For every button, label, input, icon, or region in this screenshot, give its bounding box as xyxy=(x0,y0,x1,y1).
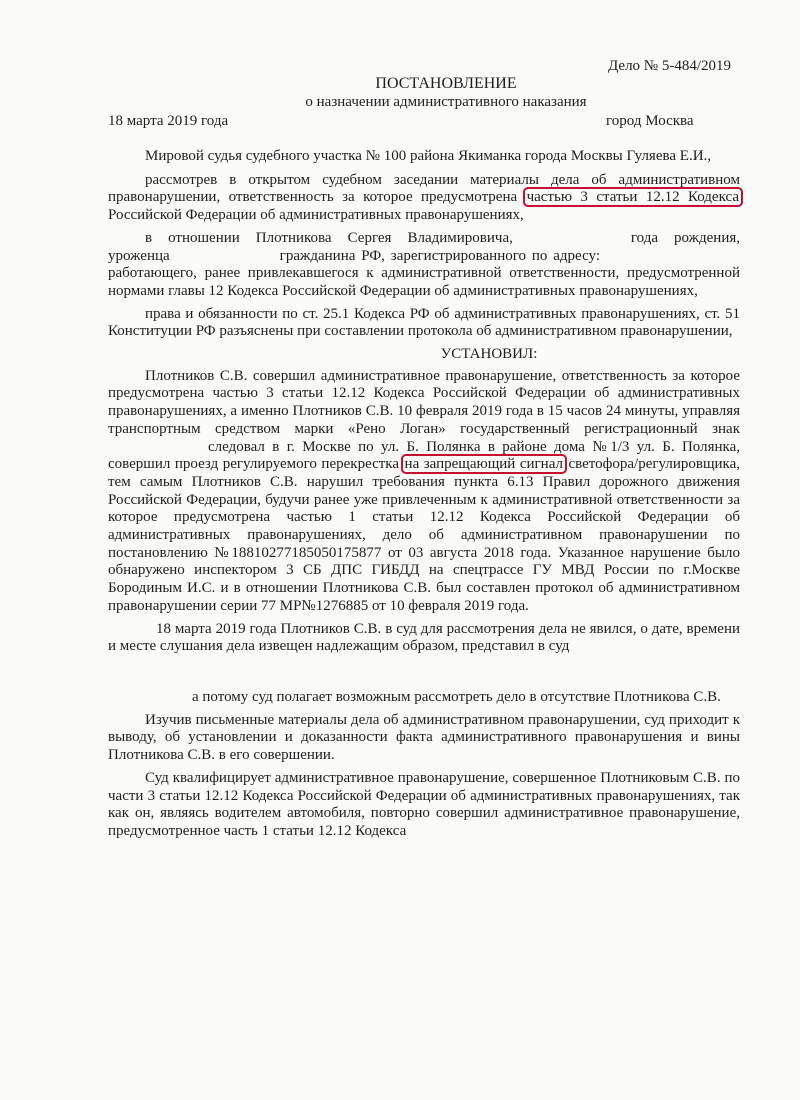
document-city: город Москва xyxy=(606,113,694,129)
offense-text-part3: светофора/регулировщика, тем самым Плотников С.В. нарушил требования пункта 6.13 Правил дорожного движения Российской Федерации, будучи ранее уже привлеченным к административной ответственности за которое предусмотрена частью 1 статьи 12.12 Кодекса Российской Федерации об административных правонарушениях, дело об административном правонарушении по постановлению №18810277185050175877 от 03 августа 2018 года. Указанное нарушение было обнаружено инспектором 3 СБ ДПС ГИБДД на спецтрассе ГУ МВД России по г.Москве Бородиным И.С. и в отношении Плотникова С.В. был составлен протокол об административном правонарушении серии 77 МР№1276885 от 10 февраля 2019 года. xyxy=(108,456,741,614)
defendant-birth: года рождения, уроженца xyxy=(108,229,740,264)
defendant-employment: работающего, ранее привлекавшегося к административной ответственности, предусмотренной нормами главы 12 Кодекса Российской Федерации об административных правонарушениях, xyxy=(108,265,740,299)
defendant-name: в отношении Плотникова Сергея Владимировича, xyxy=(145,229,513,246)
highlight-article-reference: частью 3 статьи 12.12 Кодекса xyxy=(523,187,743,207)
paragraph-considering-text-end: Российской Федерации об административных правонарушениях, xyxy=(108,207,524,224)
highlight-prohibiting-signal: на запрещающий сигнал xyxy=(401,454,567,474)
paragraph-considering-text: рассмотрев в открытом судебном заседании материалы дела об административном правонарушении, ответственность за которое предусмотрена xyxy=(108,171,740,206)
paragraph-absence: а потому суд полагает возможным рассмотреть дело в отсутствие Плотникова С.В. xyxy=(192,688,721,705)
paragraph-hearing: 18 марта 2019 года Плотников С.В. в суд для рассмотрения дела не явился, о дате, времени и месте слушания дела извещен надлежащим образом, представил в суд xyxy=(108,620,740,655)
offense-text-part1: Плотников С.В. совершил административное правонарушение, ответственность за которое предусмотрена частью 3 статьи 12.12 Кодекса Российской Федерации об административных правонарушениях, а именно Плотников С.В. 10 февраля 2019 года в 15 часов 24 минуты, управляя транспортным средством марки «Рено Логан» государственный регистрационный знак xyxy=(108,367,740,437)
document-body xyxy=(108,148,740,846)
paragraph-defendant xyxy=(108,230,740,301)
paragraph-offense xyxy=(108,368,740,616)
defendant-citizenship: гражданина РФ, зарегистрированного по адресу: xyxy=(279,247,600,264)
document-subtitle: о назначении административного наказания xyxy=(305,94,587,110)
paragraph-qualification: Суд квалифицирует административное правонарушение, совершенное Плотниковым С.В. по части 3 статьи 12.12 Кодекса Российской Федерации об административных правонарушениях, так как он, являясь водителем автомобиля, повторно совершил административное правонарушение, предусмотренное часть 1 статьи 12.12 Кодекса xyxy=(108,769,740,839)
document-title: ПОСТАНОВЛЕНИЕ xyxy=(375,75,517,92)
document-date: 18 марта 2019 года xyxy=(108,113,229,129)
paragraph-judge: Мировой судья судебного участка № 100 района Якиманка города Москвы Гуляева Е.И., xyxy=(145,148,712,164)
redacted-space xyxy=(108,661,740,689)
paragraph-conclusion: Изучив письменные материалы дела об административном правонарушении, суд приходит к выводу, об установлении и доказанности факта административного правонарушения и вины Плотникова С.В. в его совершении. xyxy=(108,711,740,764)
case-number: Дело № 5-484/2019 xyxy=(608,58,732,74)
section-heading-established: УСТАНОВИЛ: xyxy=(440,346,538,363)
paragraph-considering xyxy=(108,172,740,225)
paragraph-rights: права и обязанности по ст. 25.1 Кодекса РФ об административных правонарушениях, ст. 51 Конституции РФ разъяснены при составлении протокола об административном правонарушении, xyxy=(108,305,740,340)
offense-text-part2: следовал в г. Москве по ул. Б. Полянка в районе дома №1/3 ул. Б. Полянка, совершил проезд регулируемого перекрестка xyxy=(108,438,740,473)
